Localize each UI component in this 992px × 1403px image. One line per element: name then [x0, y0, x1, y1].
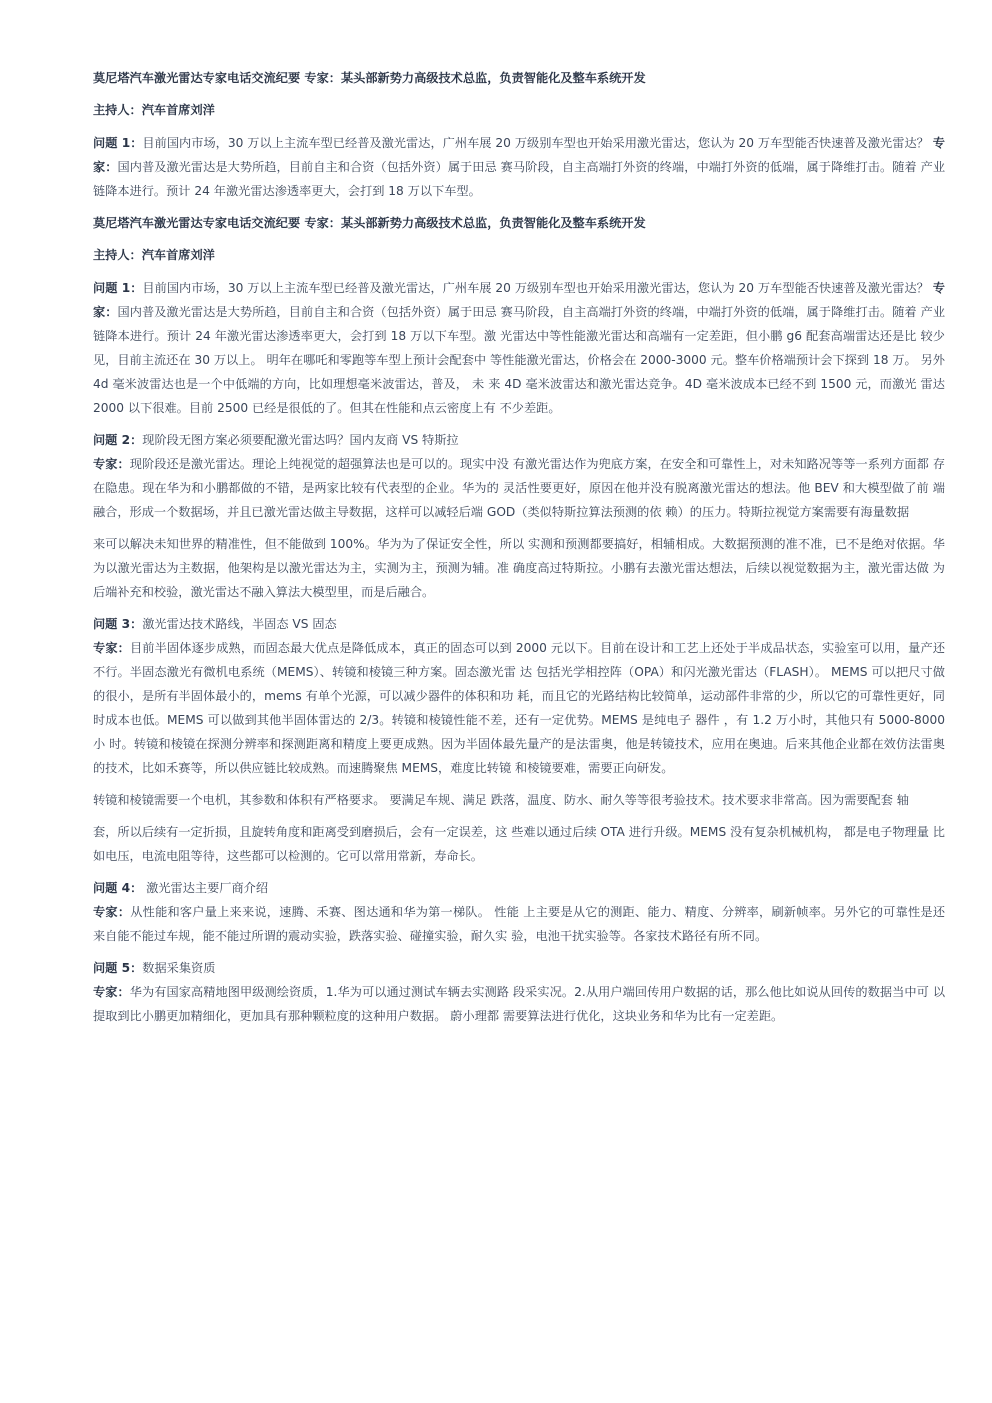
qa-question-3	[93, 612, 945, 780]
answer-text: 现阶段还是激光雷达。理论上纯视觉的超强算法也是可以的。现实中没 有激光雷达作为兜底方案，在安全和可靠性上，对未知路况等等一系列方面都 存在隐患。现在华为和小鹏都做的不错，是两家比较有代表型的企业。华为的 灵活性要更好，原因在他并没有脱离激光雷达的想法。他 BEV 和大模型做了前 端融合，形成一个数据场，并且已激光雷达做主导数据，这样可以减轻后端 GOD（类似特斯拉算法预测的依 赖）的压力。特斯拉视觉方案需要有海量数据	[93, 457, 946, 519]
expert-label: 专家：	[93, 457, 130, 471]
answer-text: 华为有国家高精地图甲级测绘资质，1.华为可以通过测试车辆去实测路 段采实况。2.从用户端回传用户数据的话，那么他比如说从回传的数据当中可 以提取到比小鹏更加精细化，更加具有那种颗粒度的这种用户数据。 蔚小理都 需要算法进行优化，这块业务和华为比有一定差距。	[93, 985, 946, 1023]
expert-label: 专家：	[93, 641, 130, 655]
question-label: 问题 2：	[93, 433, 143, 447]
answer-paragraph	[93, 452, 945, 524]
qa-question-2	[93, 428, 945, 524]
question-line	[93, 612, 945, 636]
answer-continuation: 转镜和棱镜需要一个电机，其参数和体积有严格要求。 要满足车规、满足 跌落，温度、防水、耐久等等很考验技术。技术要求非常高。因为需要配套 轴	[93, 793, 909, 807]
question-text: 现阶段无图方案必须要配激光雷达吗？国内友商 VS 特斯拉	[142, 433, 459, 447]
answer-paragraph	[93, 636, 945, 780]
answer-paragraph	[93, 900, 945, 948]
qa-question-1-full	[93, 276, 945, 420]
question-label: 问题 1：	[93, 281, 143, 295]
question-line	[93, 428, 945, 452]
answer-continuation: 来可以解决未知世界的精准性，但不能做到 100%。华为为了保证安全性，所以 实测和预测都要搞好，相辅相成。大数据预测的准不准，已不是绝对依据。华 为以激光雷达为主数据，他架构是以激光雷达为主，实测为主，预测为辅。准 确度高过特斯拉。小鹏有去激光雷达想法，后续以视觉数据为主，激光雷达做 为后端补充和校验，激光雷达不融入算法大模型里，而是后融合。	[93, 537, 945, 599]
document-page	[93, 66, 945, 1036]
qa-question-1	[93, 131, 945, 203]
expert-label: 专家：	[93, 905, 131, 919]
answer-text: 目前半固体逐步成熟，而固态最大优点是降低成本，真正的固态可以到 2000 元以下。目前在设计和工艺上还处于半成品状态，实验室可以用，量产还 不行。半固态激光有微机电系统（MEMS）、转镜和棱镜三种方案。固态激光雷 达 包括光学相控阵（OPA）和闪光激光雷达（FLASH）。 MEMS 可以把尺寸做 的很小，是所有半固体最小的，mems 有单个光源，可以减少器件的体积和功 耗，而且它的光路结构比较简单，运动部件非常的少，所以它的可靠性更好，同时成本也低。MEMS 可以做到其他半固体雷达的 2/3。转镜和棱镜性能不差，还有一定优势。MEMS 是纯电子 器件 ，有 1.2 万小时，其他只有 5000-8000 小 时。转镜和棱镜在探测分辨率和探测距离和精度上要更成熟。因为半固体最先量产的是法雷奥，他是转镜技术，应用在奥迪。后来其他企业都在效仿法雷奥 的技术，比如禾赛等，所以供应链比较成熟。而速腾聚焦 MEMS，难度比转镜 和棱镜要难，需要正向研发。	[93, 641, 946, 775]
question-text: 目前国内市场，30 万以上主流车型已经普及激光雷达，广州车展 20 万级别车型也开始采用激光雷达，您认为 20 万车型能否快速普及激光雷达？	[142, 136, 933, 150]
question-label: 问题 5：	[93, 961, 143, 975]
question-text: 目前国内市场，30 万以上主流车型已经普及激光雷达，广州车展 20 万级别车型也开始采用激光雷达，您认为 20 万车型能否快速普及激光雷达？	[142, 281, 933, 295]
document-title-repeat: 莫尼塔汽车激光雷达专家电话交流纪要 专家：某头部新势力高级技术总监，负责智能化及整车系统开发	[93, 216, 646, 230]
question-label: 问题 4：	[93, 881, 143, 895]
host-line: 主持人：汽车首席刘洋	[93, 103, 215, 117]
expert-label: 专家：	[93, 136, 945, 174]
answer-text: 从性能和客户量上来来说，速腾、禾赛、图达通和华为第一梯队。 性能 上主要是从它的测距、能力、精度、分辨率，刷新帧率。另外它的可靠性是还 来自能不能过车规，能不能过所谓的震动实验，跌落实验、碰撞实验，耐久实 验，电池干扰实验等。各家技术路径有所不同。	[93, 905, 946, 943]
answer-paragraph	[93, 980, 945, 1028]
qa-question-5	[93, 956, 945, 1028]
answer-continuation: 套，所以后续有一定折损，且旋转角度和距离受到磨损后，会有一定误差，这 些难以通过后续 OTA 进行升级。MEMS 没有复杂机械机构， 都是电子物理量 比如电压，电流电阻等待，这些都可以检测的。它可以常用常新，寿命长。	[93, 825, 945, 863]
expert-label: 专家：	[93, 985, 130, 999]
question-line	[93, 956, 945, 980]
question-text: 激光雷达主要厂商介绍	[142, 881, 269, 895]
answer-text: 国内普及激光雷达是大势所趋，目前自主和合资（包括外资）属于田忌 赛马阶段，自主高端打外资的终端，中端打外资的低端，属于降维打击。随着 产业链降本进行。预计 24 年激光雷达渗透率更大，会打到 18 万以下车型。	[93, 160, 946, 198]
question-text: 激光雷达技术路线，半固态 VS 固态	[142, 617, 337, 631]
qa-question-4	[93, 876, 945, 948]
question-text: 数据采集资质	[142, 961, 216, 975]
answer-text: 国内普及激光雷达是大势所趋，目前自主和合资（包括外资）属于田忌 赛马阶段，自主高端打外资的终端，中端打外资的低端，属于降维打击。随着 产业链降本进行。预计 24 年激光雷达渗透率更大，会打到 18 万以下车型。激 光雷达中等性能激光雷达和高端有一定差距，但小鹏 g6 配套高端雷达还是比 较少见，目前主流还在 30 万以上。 明年在哪吒和零跑等车型上预计会配套中 等性能激光雷达，价格会在 2000-3000 元。整车价格端预计会下探到 18 万。 另外 4d 毫米波雷达也是一个中低端的方向，比如理想毫米波雷达，普及， 未 来 4D 毫米波雷达和激光雷达竞争。4D 毫米波成本已经不到 1500 元，而激光 雷达 2000 以下很难。目前 2500 已经是很低的了。但其在性能和点云密度上有 不少差距。	[93, 305, 946, 415]
question-label: 问题 1：	[93, 136, 143, 150]
question-line	[93, 876, 945, 900]
host-line-repeat: 主持人：汽车首席刘洋	[93, 248, 215, 262]
question-label: 问题 3：	[93, 617, 143, 631]
expert-label: 专家：	[93, 281, 945, 319]
document-title: 莫尼塔汽车激光雷达专家电话交流纪要 专家：某头部新势力高级技术总监，负责智能化及整车系统开发	[93, 71, 646, 85]
